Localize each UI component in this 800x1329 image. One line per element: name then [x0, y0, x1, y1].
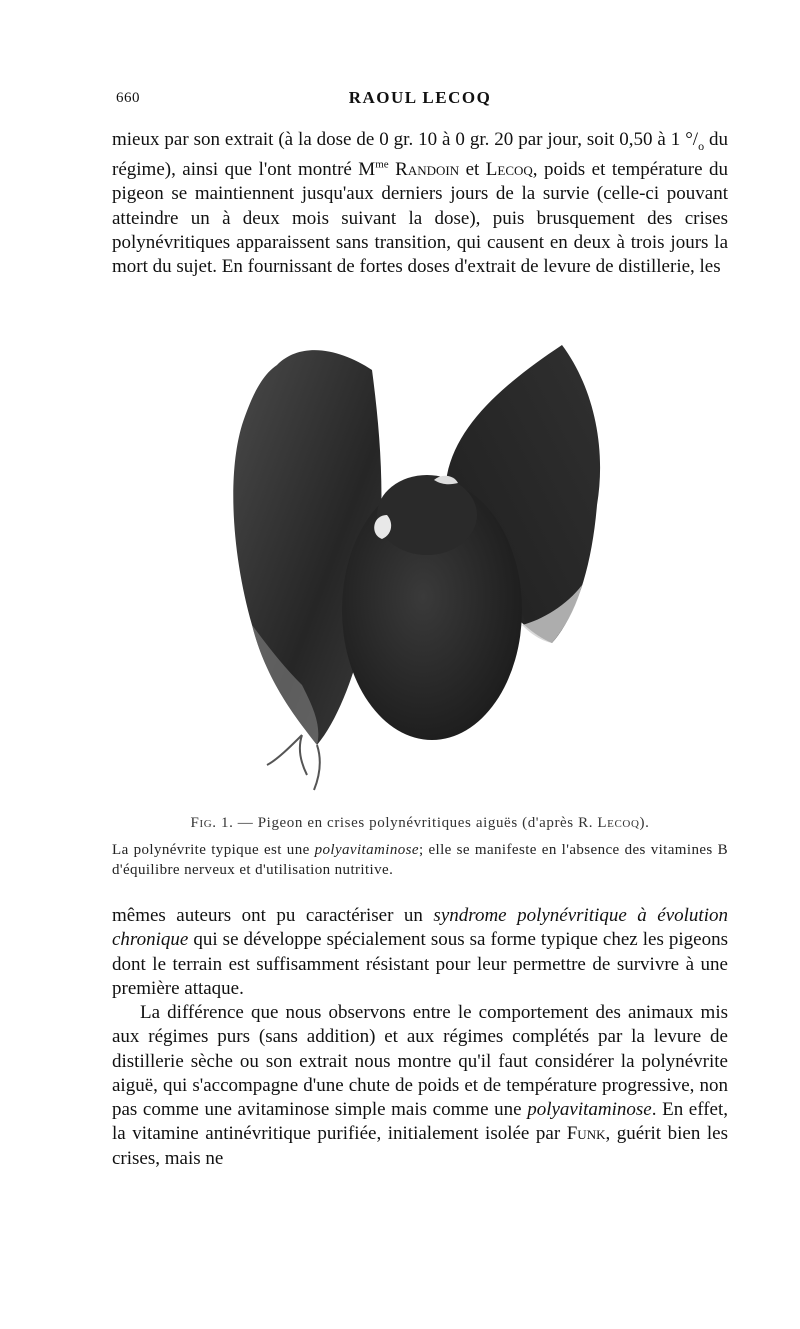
p1-sub: o [698, 138, 705, 153]
figure-label: Fig. 1. [190, 815, 234, 831]
running-header [112, 88, 728, 114]
running-head-title: RAOUL LECOQ [348, 88, 492, 107]
author-lecoq: Lecoq [485, 159, 533, 181]
p1-sup: me [375, 158, 389, 171]
figure-dash: — [233, 815, 258, 831]
p2-emphasis: syndrome polynévritique à évolution chronique [112, 905, 728, 951]
figure-note-text-1: La polynévrite typique est une [112, 842, 315, 858]
p1-text-2: du régime), ainsi que l'ont montré M [112, 129, 729, 181]
figure-caption-text: Pigeon en crises polynévritiques aiguës (d'après [257, 815, 579, 831]
pigeon-figure-image [222, 325, 614, 795]
p1-text-4: et [459, 159, 486, 181]
figure-note-text-2: ; elle se manifeste en l'absence des vitamines B d'équilibre nerveux et d'utilisation nutritive. [112, 842, 728, 878]
p2-text-2: qui se développe spécialement sous sa forme typique chez les pigeons dont le terrain est suffisamment résistant pour leur permettre de survivre à une première attaque. [112, 929, 728, 999]
pigeon-photograph [222, 325, 614, 795]
p3-emphasis: polyavitaminose [527, 1099, 652, 1121]
p3-text-3: , guérit bien les crises, mais ne [112, 1123, 729, 1169]
figure-note [112, 841, 728, 880]
paragraph-2 [112, 904, 728, 1001]
paragraph-1 [112, 128, 728, 280]
figure-caption [112, 815, 728, 832]
p1-text-5: , poids et température du pigeon se maintiennent jusqu'aux derniers jours de la survie (celle-ci pouvant atteindre un à deux mois suivant la dose), puis brusquement des crises polynévritiques apparaissent sans transition, qui causent en deux à trois jours la mort du sujet. En fournissant de fortes doses d'extrait de levure de distillerie, les [112, 159, 729, 278]
figure-caption-end: ). [639, 815, 650, 831]
p1-text-1: mieux par son extrait (à la dose de 0 gr. 10 à 0 gr. 20 par jour, soit 0,50 à 1 °/ [112, 129, 699, 150]
p2-text-1: mêmes auteurs ont pu caractériser un [112, 905, 434, 926]
author-randoin: Randoin [395, 159, 460, 181]
p3-text-2: . En effet, la vitamine antinévritique purifiée, initialement isolée par [112, 1099, 728, 1145]
figure-caption-author: R. Lecoq [578, 815, 640, 831]
author-funk: Funk [566, 1123, 606, 1145]
pigeon-head-shape [377, 475, 477, 555]
figure-note-emphasis: polyavitaminose [314, 842, 419, 858]
page-number: 660 [116, 90, 140, 106]
paragraph-3 [112, 1001, 728, 1171]
p3-text-1: La différence que nous observons entre le comportement des animaux mis aux régimes purs (sans addition) et aux régimes complétés par la levure de distillerie sèche ou son extrait nous montre qu'il faut considérer la polynévrite aiguë, qui s'accompagne d'une chute de poids et de température progressive, non pas comme une avitaminose simple mais comme une [112, 1002, 728, 1121]
